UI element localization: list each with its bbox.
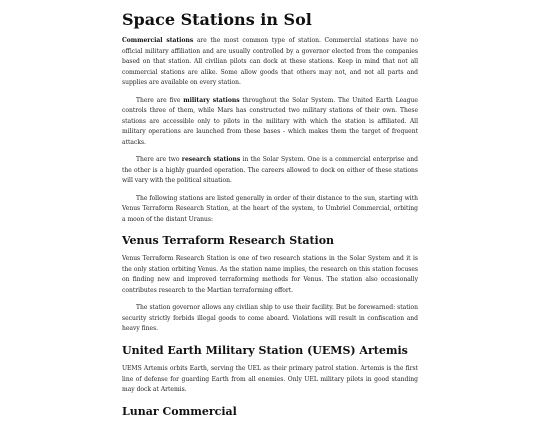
research-stations-text: in the Solar System. One is a commercial enterprise and the other is a highly guarded operation. The careers allowed to dock on either of these stations will vary with the political situation. — [122, 156, 418, 185]
commercial-stations-term: Commercial stations — [122, 37, 194, 44]
research-stations-pre: There are two — [136, 156, 182, 164]
venus-section-heading: Venus Terraform Research Station — [122, 234, 335, 248]
research-stations-term: research stations — [181, 156, 241, 164]
page-title: Space Stations in Sol — [122, 10, 312, 29]
military-stations-term: military stations — [183, 96, 240, 104]
research-stations-paragraph — [122, 155, 418, 187]
commercial-stations-paragraph — [122, 36, 418, 89]
military-stations-paragraph — [122, 96, 418, 149]
article — [122, 10, 418, 425]
military-stations-text: throughout the Solar System. The United Earth League controls three of them, while Mars has constructed two military stations of their own. These stations are accessible only to pilots in the military with which the station is affiliated. All military operations are launched from these bases - which makes them the target of frequent attacks. — [122, 96, 418, 146]
commercial-stations-text: are the most common type of station. Commercial stations have no official military affiliation and are usually controlled by a governor elected from the companies based on that station. All civilian pilots can dock at these stations. Keep in mind that not all commercial stations are alike. Some allow goods that others may not, and not all parts and supplies are available on every station. — [122, 37, 418, 87]
uems-section-heading: United Earth Military Station (UEMS) Artemis — [122, 344, 408, 358]
venus-paragraph-2: The station governor allows any civilian ship to use their facility. But be forewarned: station security strictly forbids illegal goods to come aboard. Violations will result in confiscation and heavy fines. — [122, 304, 418, 333]
venus-paragraph-1: Venus Terraform Research Station is one of two research stations in the Solar System and it is the only station orbiting Venus. As the station name implies, the research on this station focuses on finding new and improved terraforming methods for Venus. The station also occasionally contributes research to the Martian terraforming effort. — [122, 255, 418, 295]
military-stations-pre: There are five — [136, 96, 184, 104]
lunar-section-heading: Lunar Commercial — [122, 404, 237, 418]
uems-paragraph-1: UEMS Artemis orbits Earth, serving the UEL as their primary patrol station. Artemis is the first line of defense for guarding Earth from all enemies. Only UEL military pilots in good standing may dock at Artemis. — [122, 365, 418, 394]
station-order-paragraph: The following stations are listed generally in order of their distance to the sun, starting with Venus Terraform Research Station, at the heart of the system, to Umbriel Commercial, orbiting a moon of the distant Uranus: — [122, 194, 418, 223]
